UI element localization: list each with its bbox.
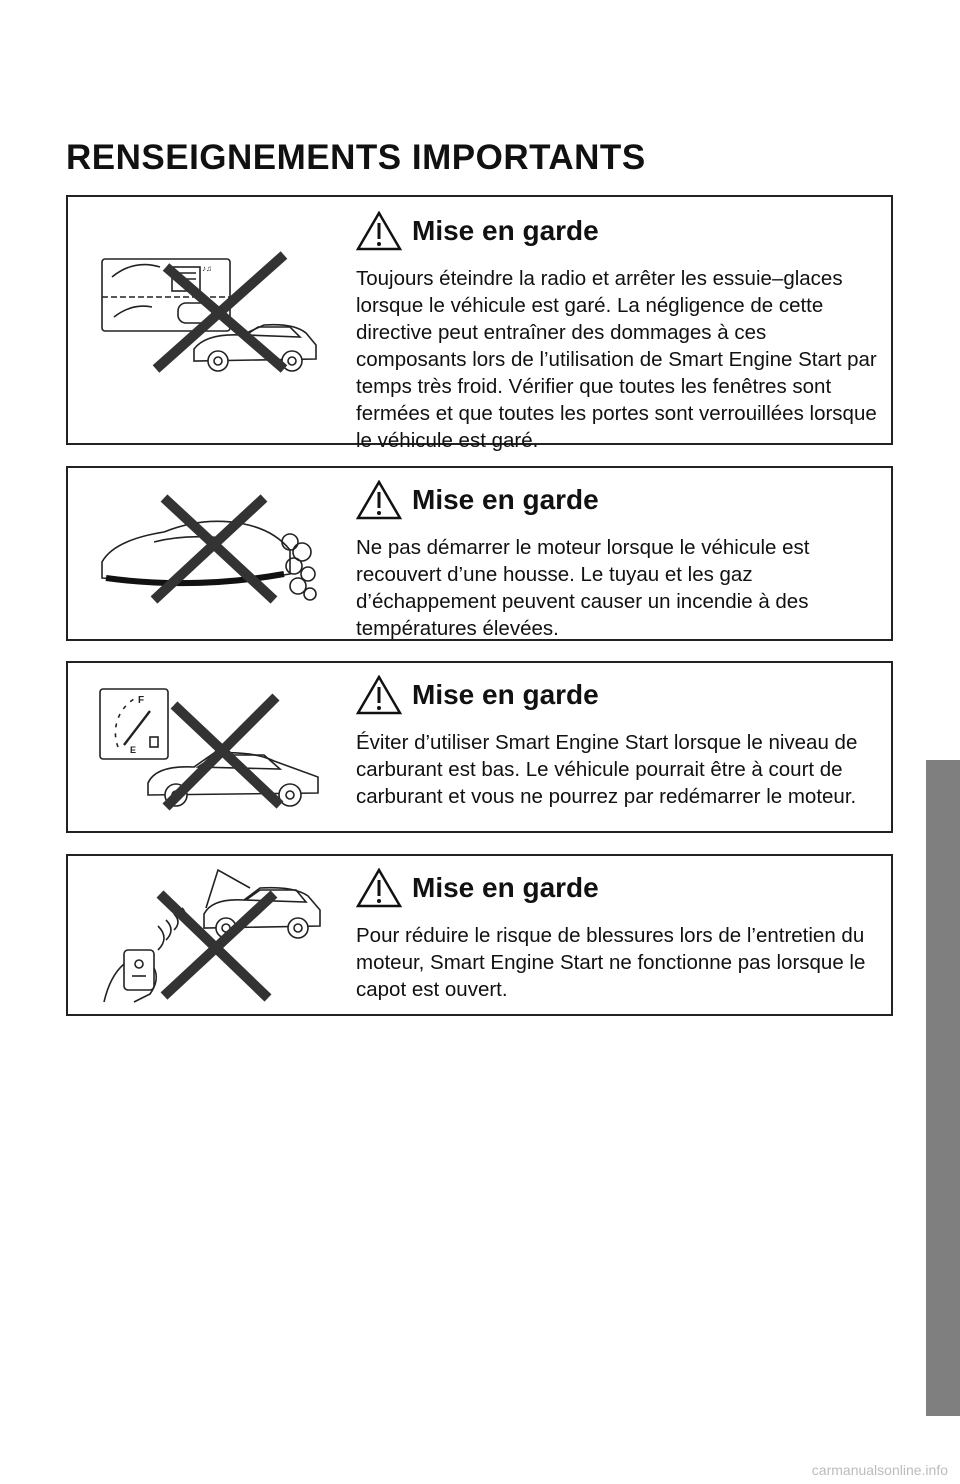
warning-heading-label: Mise en garde (412, 484, 599, 515)
warning-box-3 (66, 661, 893, 833)
warning-heading (356, 476, 881, 524)
warning-heading (356, 864, 881, 912)
warning-triangle-icon (356, 868, 402, 908)
fuel-gauge-car-crossed-icon (94, 681, 326, 822)
warning-heading (356, 207, 881, 255)
warning-box-4 (66, 854, 893, 1016)
warning-triangle-icon (356, 211, 402, 251)
remote-hood-open-crossed-icon (94, 864, 326, 1011)
warning-text: Pour réduire le risque de blessures lors de l’entretien du moteur, Smart Engine Start ne fonctionne pas lorsque le capot est ouvert. (356, 924, 866, 1001)
warning-triangle-icon (356, 675, 402, 715)
page-title: RENSEIGNEMENTS IMPORTANTS (66, 138, 646, 177)
warning-text: Ne pas démarrer le moteur lorsque le véhicule est recouvert d’une housse. Le tuyau et les gaz d’échappement peuvent causer un incendie à des températures élevées. (356, 536, 810, 640)
watermark: carmanualsonline.info (811, 1462, 948, 1478)
warning-text: Toujours éteindre la radio et arrêter les essuie–glaces lorsque le véhicule est garé. La négligence de cette directive peut entraîner des dommages à ces composants lors de l’utilisation de Smart Engine Start par temps très froid. Vérifier que toutes les fenêtres sont fermées et que toutes les portes sont verrouillées lorsque le véhicule est garé. (356, 267, 877, 452)
covered-car-exhaust-crossed-icon (94, 490, 324, 625)
gauge-empty-label: E (130, 745, 137, 755)
warning-box-2 (66, 466, 893, 641)
warning-triangle-icon (356, 480, 402, 520)
svg-text:♪♫: ♪♫ (202, 264, 212, 273)
warning-heading-label: Mise en garde (412, 679, 599, 710)
warning-heading-label: Mise en garde (412, 872, 599, 903)
warning-heading-label: Mise en garde (412, 215, 599, 246)
warning-heading (356, 671, 881, 719)
warning-text: Éviter d’utiliser Smart Engine Start lorsque le niveau de carburant est bas. Le véhicule pourrait être à court de carburant et vous ne pourrez par redémarrer le moteur. (356, 731, 858, 808)
gauge-full-label: F (138, 695, 145, 706)
car-radio-wipers-crossed-icon (94, 237, 324, 392)
warning-box-1 (66, 195, 893, 452)
section-tab (926, 760, 960, 1416)
